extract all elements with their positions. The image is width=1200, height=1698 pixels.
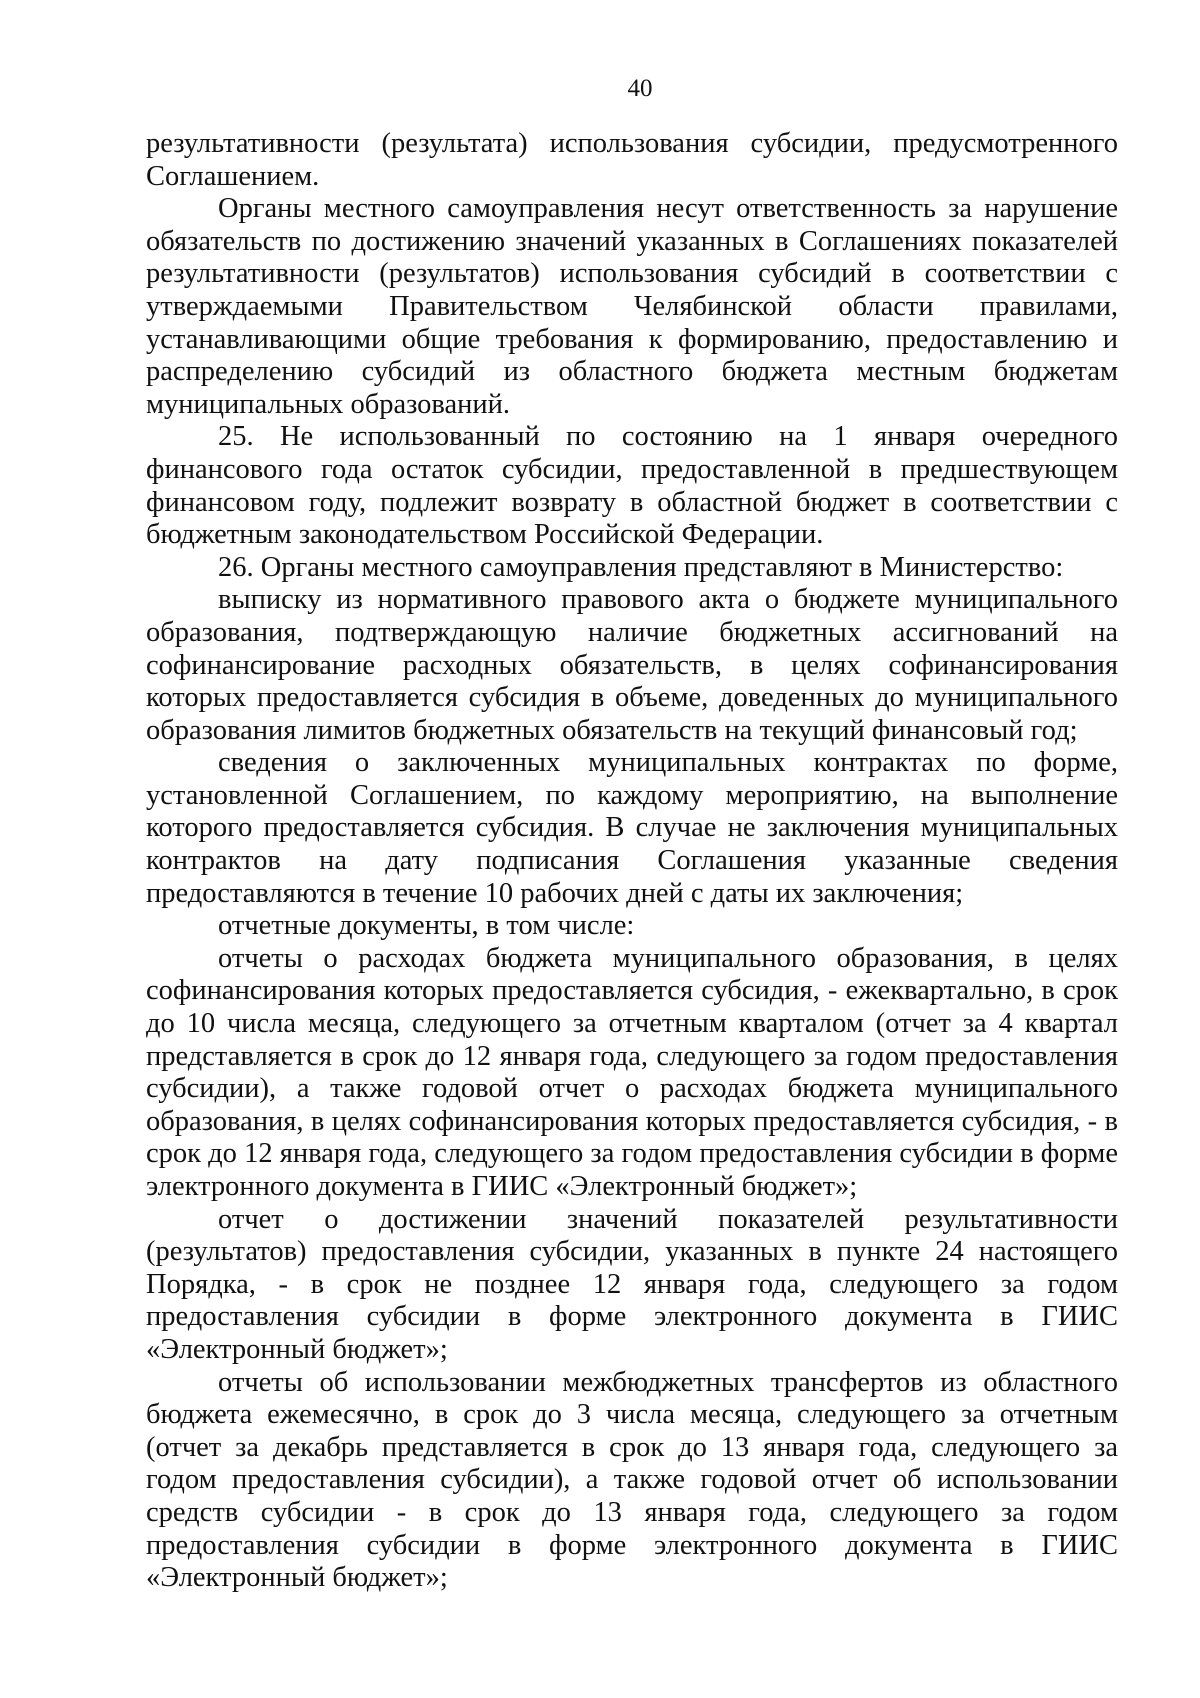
paragraph-responsibility: Органы местного самоуправления несут ответственность за нарушение обязательств по достижению значений указанных в Соглашениях показателей результативности (результатов) использования субсидий в соответствии с утверждаемыми Правительством Челябинской области правилами, устанавливающими общие требования к формированию, предоставлению и распределению субсидий из областного бюджета местным бюджетам муниципальных образований. [146, 193, 1118, 420]
paragraph-budget-extract: выписку из нормативного правового акта о бюджете муниципального образования, подтверждающую наличие бюджетных ассигнований на софинансирование расходных обязательств, в целях софинансирования которых предоставляется субсидия в объеме, доведенных до муниципального образования лимитов бюджетных обязательств на текущий финансовый год; [146, 584, 1118, 746]
paragraph-continuation: результативности (результата) использования субсидии, предусмотренного Соглашением. [146, 128, 1118, 192]
paragraph-contracts-info: сведения о заключенных муниципальных контрактах по форме, установленной Соглашением, по каждому мероприятию, на выполнение которого предоставляется субсидия. В случае не заключения муниципальных контрактов на дату подписания Соглашения указанные сведения предоставляются в течение 10 рабочих дней с даты их заключения; [146, 747, 1118, 909]
paragraph-performance-report: отчет о достижении значений показателей результативности (результатов) предоставления субсидии, указанных в пункте 24 настоящего Порядка, - в срок не позднее 12 января года, следующего за годом предоставления субсидии в форме электронного документа в ГИИС «Электронный бюджет»; [146, 1203, 1118, 1365]
paragraph-item-26: 26. Органы местного самоуправления представляют в Министерство: [218, 551, 1064, 583]
paragraph-transfer-reports: отчеты об использовании межбюджетных трансфертов из областного бюджета ежемесячно, в срок до 3 числа месяца, следующего за отчетным (отчет за декабрь представляется в срок до 13 января года, следующего за годом предоставления субсидии), а также годовой отчет об использовании средств субсидии - в срок до 13 января года, следующего за годом предоставления субсидии в форме электронного документа в ГИИС «Электронный бюджет»; [146, 1366, 1118, 1594]
paragraph-expense-reports: отчеты о расходах бюджета муниципального образования, в целях софинансирования которых предоставляется субсидия, - ежеквартально, в срок до 10 числа месяца, следующего за отчетным кварталом (отчет за 4 квартал представляется в срок до 12 января года, следующего за годом предоставления субсидии), а также годовой отчет о расходах бюджета муниципального образования, в целях софинансирования которых предоставляется субсидия, - в срок до 12 января года, следующего за годом предоставления субсидии в форме электронного документа в ГИИС «Электронный бюджет»; [146, 942, 1118, 1202]
document-body [146, 128, 1118, 1595]
page-number: 40 [627, 75, 653, 102]
paragraph-item-25: 25. Не использованный по состоянию на 1 января очередного финансового года остаток субсидии, предоставленной в предшествующем финансовом году, подлежит возврату в областной бюджет в соответствии с бюджетным законодательством Российской Федерации. [146, 421, 1118, 551]
paragraph-reporting-docs: отчетные документы, в том числе: [218, 910, 635, 942]
